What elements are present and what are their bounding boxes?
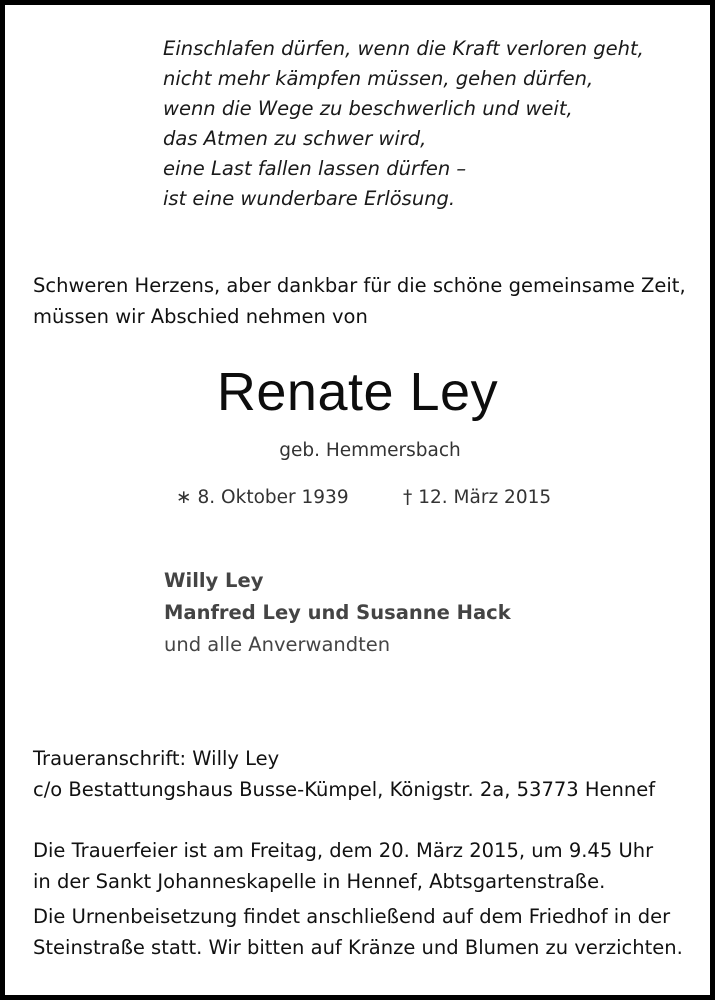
address-line: Traueranschrift: Willy Ley <box>33 747 280 770</box>
deceased-name: Renate Ley <box>216 362 499 422</box>
burial-line: Die Urnenbeisetzung findet anschließend auf dem Friedhof in der <box>33 905 671 928</box>
poem-line: Einschlafen dürfen, wenn die Kraft verloren geht, <box>163 37 644 60</box>
birth-star-symbol: ∗ <box>176 487 192 508</box>
poem-line: ist eine wunderbare Erlösung. <box>163 187 456 210</box>
poem-line: wenn die Wege zu beschwerlich und weit, <box>163 97 573 120</box>
poem-line: eine Last fallen lassen dürfen – <box>163 157 467 180</box>
poem-line: nicht mehr kämpfen müssen, gehen dürfen, <box>163 67 594 90</box>
poem-line: das Atmen zu schwer wird, <box>163 127 427 150</box>
mourner-relatives: und alle Anverwandten <box>164 633 391 656</box>
mourner-line: Manfred Ley und Susanne Hack <box>164 601 511 624</box>
address-line: c/o Bestattungshaus Busse-Kümpel, Königstr. 2a, 53773 Hennef <box>33 778 656 801</box>
death-date-text: 12. März 2015 <box>418 487 552 508</box>
birth-date-text: 8. Oktober 1939 <box>197 487 349 508</box>
poem <box>163 34 683 214</box>
death-cross-symbol: † <box>403 487 413 508</box>
intro-line: müssen wir Abschied nehmen von <box>33 305 368 328</box>
birth-date <box>176 485 349 511</box>
service-line: Die Trauerfeier ist am Freitag, dem 20. März 2015, um 9.45 Uhr <box>33 839 654 862</box>
service-line: in der Sankt Johanneskapelle in Hennef, Abtsgartenstraße. <box>33 870 606 893</box>
death-date <box>403 485 551 511</box>
urn-burial-info <box>33 901 703 963</box>
birth-name: geb. Hemmersbach <box>279 440 461 461</box>
burial-line: Steinstraße statt. Wir bitten auf Kränze und Blumen zu verzichten. <box>33 936 683 959</box>
intro-text <box>33 270 693 332</box>
mourners <box>164 565 684 661</box>
mourning-address <box>33 743 703 805</box>
intro-line: Schweren Herzens, aber dankbar für die schöne gemeinsame Zeit, <box>33 274 686 297</box>
funeral-service-info <box>33 835 703 897</box>
mourner-line: Willy Ley <box>164 569 264 592</box>
